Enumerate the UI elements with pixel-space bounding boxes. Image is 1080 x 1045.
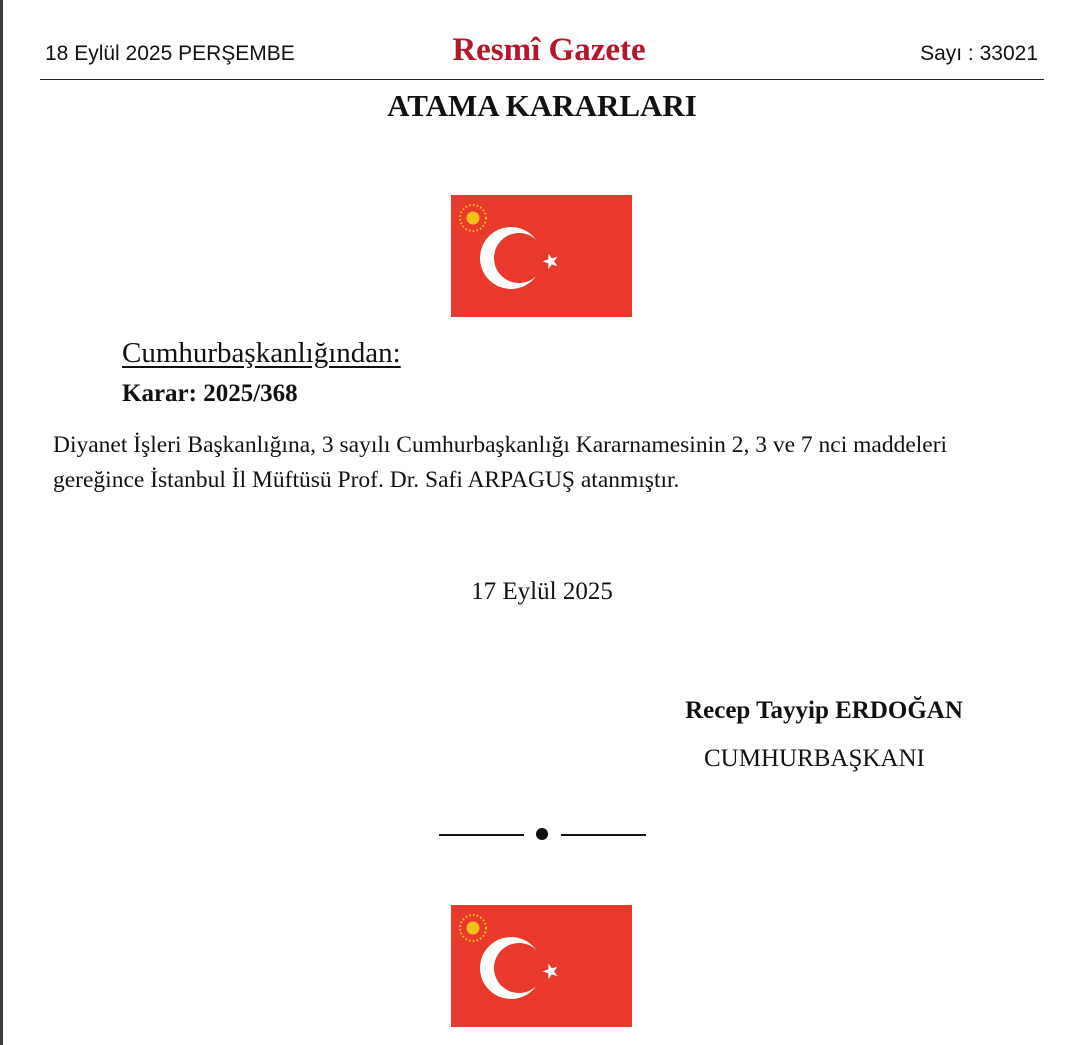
section-title: ATAMA KARARLARI	[387, 88, 697, 123]
page-border	[0, 0, 3, 1045]
header-rule	[40, 79, 1044, 80]
section-divider-icon	[439, 822, 647, 846]
decision-number: Karar: 2025/368	[122, 380, 298, 407]
turkish-presidential-flag-icon	[451, 905, 632, 1027]
header-date: 18 Eylül 2025 PERŞEMBE	[45, 42, 295, 65]
signer-title: CUMHURBAŞKANI	[704, 745, 925, 772]
issuer-heading: Cumhurbaşkanlığından:	[122, 337, 401, 369]
turkish-presidential-flag-icon	[451, 195, 632, 317]
issue-number: Sayı : 33021	[920, 42, 1038, 65]
decree-date: 17 Eylül 2025	[471, 578, 613, 605]
gazette-title: Resmî Gazete	[452, 32, 646, 68]
signer-name: Recep Tayyip ERDOĞAN	[685, 697, 963, 724]
decree-body: Diyanet İşleri Başkanlığına, 3 sayılı Cumhurbaşkanlığı Kararnamesinin 2, 3 ve 7 nci maddeleri gereğince İstanbul İl Müftüsü Prof. Dr. Safi ARPAGUŞ atanmıştır.	[53, 432, 948, 493]
